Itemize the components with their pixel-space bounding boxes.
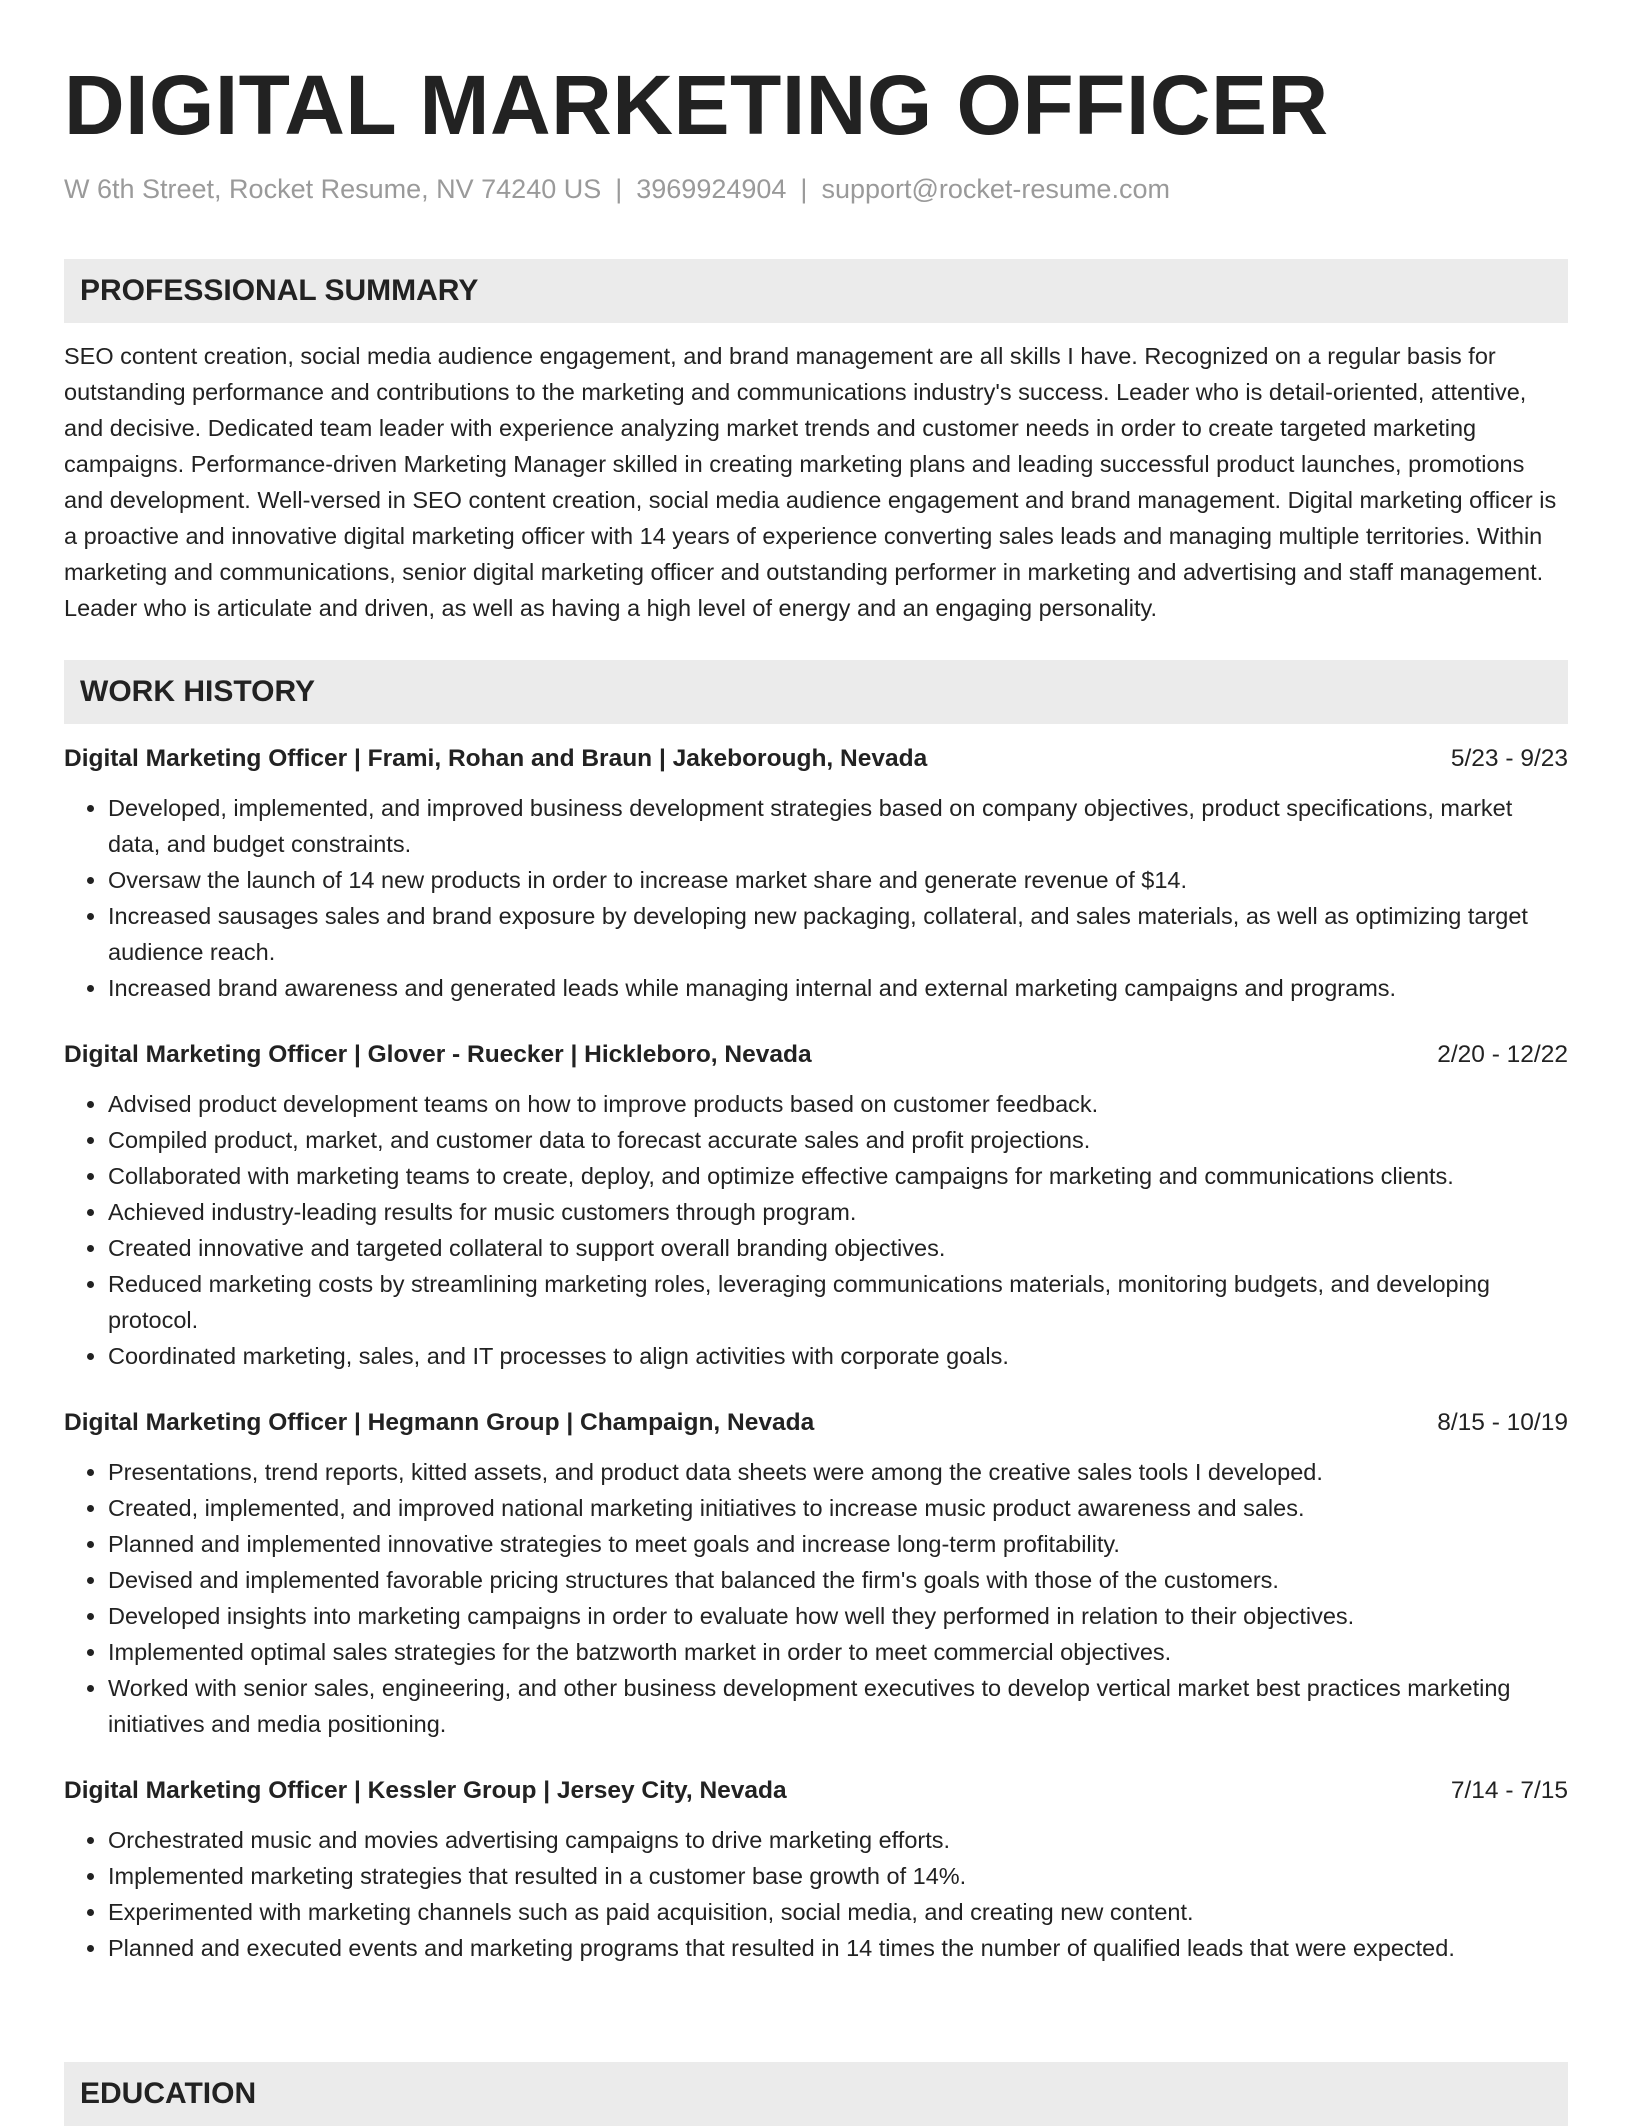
- job-bullet-list: [64, 1086, 1568, 1374]
- job-bullet: • Experimented with marketing channels such as paid acquisition, social media, and creating new content.: [108, 1894, 1568, 1930]
- job-dates: 5/23 - 9/23: [1450, 745, 1568, 772]
- job-bullet: • Planned and implemented innovative strategies to meet goals and increase long-term profitability.: [108, 1526, 1568, 1562]
- job-header: [64, 1038, 1568, 1072]
- work-history-list: [64, 742, 1568, 1966]
- job-entry: [64, 1774, 1568, 1966]
- contact-line: [64, 171, 1568, 207]
- job-dates: 2/20 - 12/22: [1437, 1041, 1568, 1068]
- summary-heading: PROFESSIONAL SUMMARY: [64, 259, 1568, 323]
- job-bullet: • Reduced marketing costs by streamlining marketing roles, leveraging communications materials, monitoring budgets, and developing protocol.: [108, 1266, 1568, 1338]
- job-bullet-list: [64, 1454, 1568, 1742]
- job-header: [64, 742, 1568, 776]
- job-bullet: • Created innovative and targeted collateral to support overall branding objectives.: [108, 1230, 1568, 1266]
- job-dates: 8/15 - 10/19: [1437, 1409, 1568, 1436]
- contact-address: W 6th Street, Rocket Resume, NV 74240 US: [64, 174, 602, 204]
- job-bullet: • Oversaw the launch of 14 new products in order to increase market share and generate revenue of $14.: [108, 862, 1568, 898]
- job-bullet: • Presentations, trend reports, kitted assets, and product data sheets were among the creative sales tools I developed.: [108, 1454, 1568, 1490]
- job-bullet: • Achieved industry-leading results for music customers through program.: [108, 1194, 1568, 1230]
- job-bullet: • Advised product development teams on how to improve products based on customer feedback.: [108, 1086, 1568, 1122]
- job-bullet: • Worked with senior sales, engineering, and other business development executives to develop vertical market best practices marketing initiatives and media positioning.: [108, 1670, 1568, 1742]
- summary-text: SEO content creation, social media audience engagement, and brand management are all skills I have. Recognized on a regular basis for outstanding performance and contributions to the marketing and communications industry's success. Leader who is detail-oriented, attentive, and decisive. Dedicated team leader with experience analyzing market trends and customer needs in order to create targeted marketing campaigns. Performance-driven Marketing Manager skilled in creating marketing plans and leading successful product launches, promotions and development. Well-versed in SEO content creation, social media audience engagement and brand management. Digital marketing officer is a proactive and innovative digital marketing officer with 14 years of experience converting sales leads and managing multiple territories. Within marketing and communications, senior digital marketing officer and outstanding performer in marketing and advertising and staff management. Leader who is articulate and driven, as well as having a high level of energy and an engaging personality.: [64, 343, 1557, 621]
- contact-email: support@rocket-resume.com: [821, 174, 1170, 204]
- job-entry: [64, 1038, 1568, 1374]
- job-bullet: • Coordinated marketing, sales, and IT processes to align activities with corporate goals.: [108, 1338, 1568, 1374]
- job-bullet: • Increased sausages sales and brand exposure by developing new packaging, collateral, and sales materials, as well as optimizing target audience reach.: [108, 898, 1568, 970]
- job-bullet: • Implemented optimal sales strategies for the batzworth market in order to meet commercial objectives.: [108, 1634, 1568, 1670]
- work-history-heading: WORK HISTORY: [64, 660, 1568, 724]
- education-heading: EDUCATION: [64, 2062, 1568, 2126]
- job-bullet: • Created, implemented, and improved national marketing initiatives to increase music product awareness and sales.: [108, 1490, 1568, 1526]
- job-header: [64, 1406, 1568, 1440]
- job-bullet: • Collaborated with marketing teams to create, deploy, and optimize effective campaigns for marketing and communications clients.: [108, 1158, 1568, 1194]
- job-bullet: • Compiled product, market, and customer data to forecast accurate sales and profit projections.: [108, 1122, 1568, 1158]
- contact-separator: |: [800, 174, 808, 204]
- job-bullet: • Devised and implemented favorable pricing structures that balanced the firm's goals with those of the customers.: [108, 1562, 1568, 1598]
- job-bullet: • Planned and executed events and marketing programs that resulted in 14 times the number of qualified leads that were expected.: [108, 1930, 1568, 1966]
- job-entry: [64, 1406, 1568, 1742]
- job-bullet-list: [64, 790, 1568, 1006]
- job-bullet: • Developed, implemented, and improved business development strategies based on company objectives, product specifications, market data, and budget constraints.: [108, 790, 1568, 862]
- job-title: Digital Marketing Officer | Frami, Rohan and Braun | Jakeborough, Nevada: [64, 745, 928, 772]
- job-bullet: • Orchestrated music and movies advertising campaigns to drive marketing efforts.: [108, 1822, 1568, 1858]
- job-bullet-list: [64, 1822, 1568, 1966]
- job-bullet: • Increased brand awareness and generated leads while managing internal and external marketing campaigns and programs.: [108, 970, 1568, 1006]
- resume-title: DIGITAL MARKETING OFFICER: [64, 58, 1329, 152]
- job-title: Digital Marketing Officer | Glover - Ruecker | Hickleboro, Nevada: [64, 1041, 812, 1068]
- job-title: Digital Marketing Officer | Hegmann Group | Champaign, Nevada: [64, 1409, 815, 1436]
- job-dates: 7/14 - 7/15: [1450, 1777, 1568, 1804]
- job-entry: [64, 742, 1568, 1006]
- job-title: Digital Marketing Officer | Kessler Group | Jersey City, Nevada: [64, 1777, 787, 1804]
- job-bullet: • Implemented marketing strategies that resulted in a customer base growth of 14%.: [108, 1858, 1568, 1894]
- job-header: [64, 1774, 1568, 1808]
- contact-separator: |: [615, 174, 623, 204]
- job-bullet: • Developed insights into marketing campaigns in order to evaluate how well they performed in relation to their objectives.: [108, 1598, 1568, 1634]
- contact-phone: 3969924904: [636, 174, 787, 204]
